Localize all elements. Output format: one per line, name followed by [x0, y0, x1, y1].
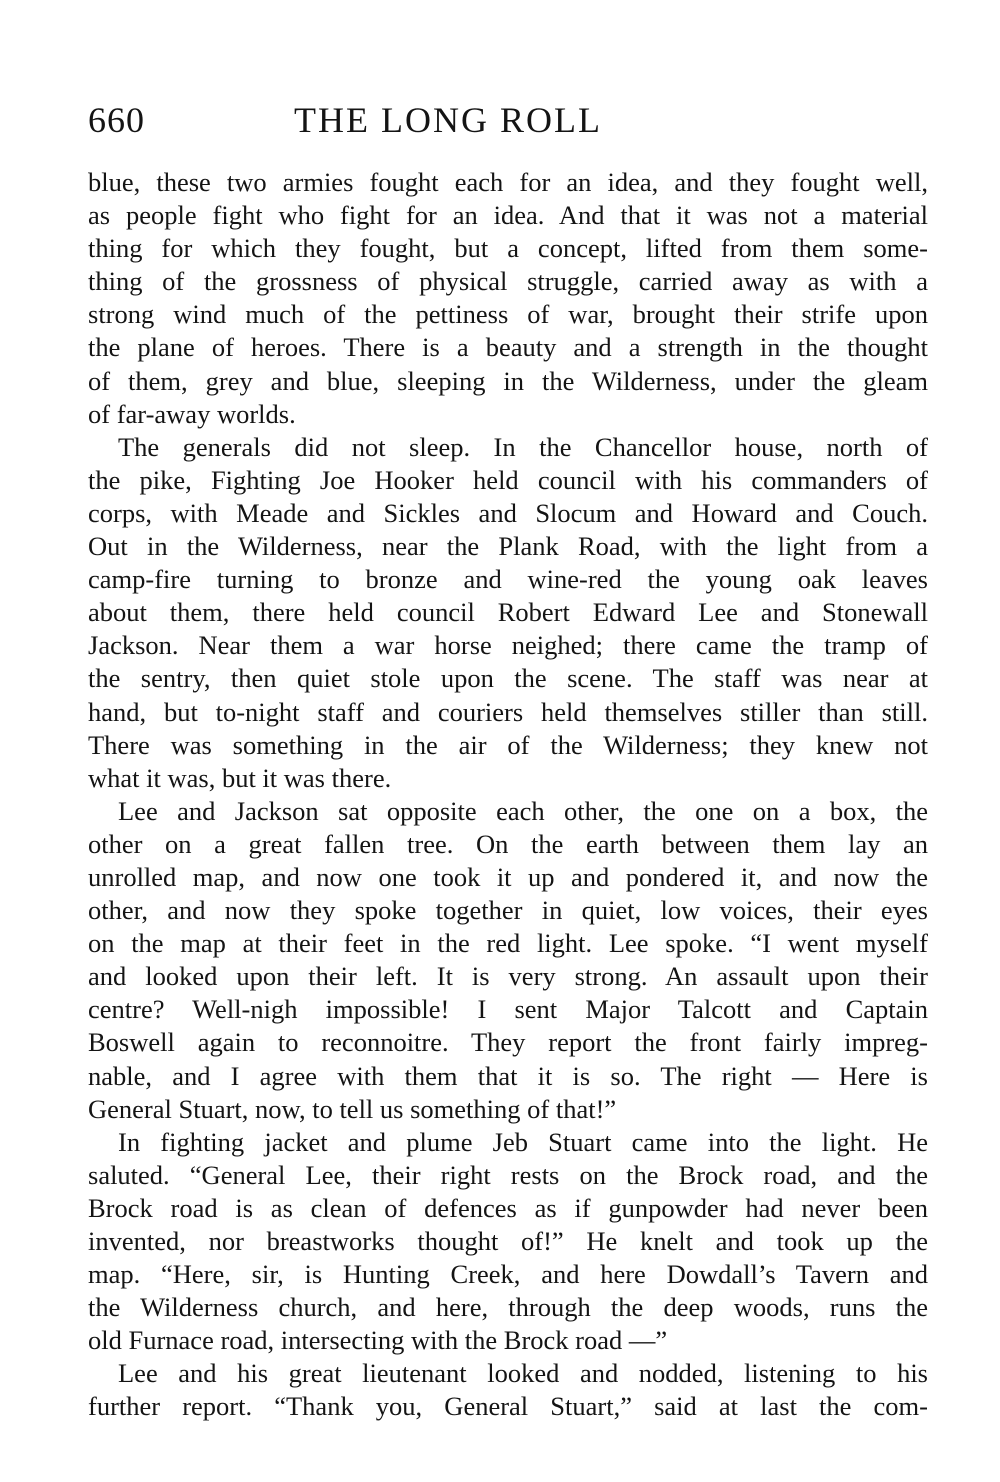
- text-line: General Stuart, now, to tell us something of that!”: [88, 1093, 617, 1124]
- text-line: on the map at their feet in the red light. Lee spoke. “I went myself: [88, 928, 928, 959]
- text-line: Jackson. Near them a war horse neighed; there came the tramp of: [88, 630, 928, 661]
- text-line: as people fight who fight for an idea. And that it was not a material: [88, 200, 928, 231]
- text-line: thing of the grossness of physical struggle, carried away as with a: [88, 266, 928, 297]
- text-line: the pike, Fighting Joe Hooker held council with his commanders of: [88, 464, 928, 495]
- text-line: about them, there held council Robert Edward Lee and Stonewall: [88, 597, 928, 628]
- text-line: other on a great fallen tree. On the earth between them lay an: [88, 828, 928, 859]
- text-line: further report. “Thank you, General Stuart,” said at last the com-: [88, 1391, 928, 1422]
- text-line: the sentry, then quiet stole upon the scene. The staff was near at: [88, 663, 928, 694]
- text-line: The generals did not sleep. In the Chancellor house, north of: [118, 431, 928, 462]
- text-line: of far-away worlds.: [88, 398, 296, 429]
- text-line: old Furnace road, intersecting with the Brock road —”: [88, 1325, 668, 1356]
- text-line: other, and now they spoke together in quiet, low voices, their eyes: [88, 895, 928, 926]
- text-line: centre? Well-nigh impossible! I sent Major Talcott and Captain: [88, 994, 928, 1025]
- text-line: Out in the Wilderness, near the Plank Road, with the light from a: [88, 531, 928, 562]
- page-number: 660: [88, 100, 145, 140]
- text-line: map. “Here, sir, is Hunting Creek, and here Dowdall’s Tavern and: [88, 1259, 928, 1290]
- text-line: hand, but to-night staff and couriers held themselves stiller than still.: [88, 696, 928, 727]
- text-line: saluted. “General Lee, their right rests on the Brock road, and the: [88, 1159, 928, 1190]
- text-line: and looked upon their left. It is very strong. An assault upon their: [88, 961, 928, 992]
- text-line: nable, and I agree with them that it is so. The right — Here is: [88, 1060, 928, 1091]
- running-title: THE LONG ROLL: [294, 100, 602, 140]
- text-line: strong wind much of the pettiness of war, brought their strife upon: [88, 299, 928, 330]
- text-line: thing for which they fought, but a concept, lifted from them some-: [88, 233, 928, 264]
- body-text: [88, 166, 928, 1424]
- text-line: blue, these two armies fought each for an idea, and they fought well,: [88, 167, 928, 197]
- text-line: the Wilderness church, and here, through the deep woods, runs the: [88, 1292, 928, 1323]
- text-line: There was something in the air of the Wilderness; they knew not: [88, 729, 928, 760]
- text-line: Lee and Jackson sat opposite each other, the one on a box, the: [118, 795, 928, 826]
- text-line: what it was, but it was there.: [88, 762, 392, 793]
- book-page: [88, 96, 928, 1424]
- text-line: Lee and his great lieutenant looked and nodded, listening to his: [118, 1358, 928, 1389]
- page-header: [88, 96, 928, 144]
- text-line: camp-fire turning to bronze and wine-red the young oak leaves: [88, 564, 928, 595]
- text-line: corps, with Meade and Sickles and Slocum and Howard and Couch.: [88, 497, 928, 528]
- text-line: Brock road is as clean of defences as if gunpowder had never been: [88, 1192, 928, 1223]
- text-line: the plane of heroes. There is a beauty and a strength in the thought: [88, 332, 928, 363]
- text-line: invented, nor breastworks thought of!” He knelt and took up the: [88, 1226, 928, 1256]
- text-line: of them, grey and blue, sleeping in the Wilderness, under the gleam: [88, 365, 928, 396]
- text-line: unrolled map, and now one took it up and pondered it, and now the: [88, 861, 928, 892]
- text-line: Boswell again to reconnoitre. They report the front fairly impreg-: [88, 1027, 928, 1058]
- text-line: In fighting jacket and plume Jeb Stuart came into the light. He: [118, 1126, 928, 1157]
